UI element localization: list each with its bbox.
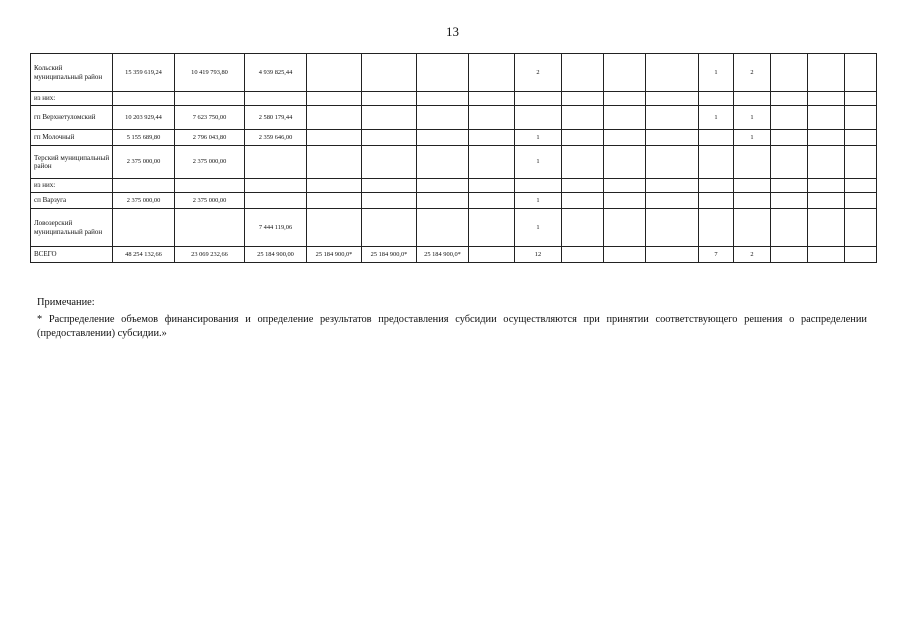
table-cell: 25 184 900,0* bbox=[417, 247, 469, 263]
table-cell: 1 bbox=[515, 130, 562, 146]
table-cell: 2 bbox=[734, 247, 771, 263]
row-name-cell: из них: bbox=[31, 179, 113, 193]
table-cell bbox=[562, 209, 604, 247]
table-cell: 1 bbox=[699, 106, 734, 130]
table-cell bbox=[245, 193, 307, 209]
table-cell bbox=[808, 193, 845, 209]
table-cell bbox=[808, 209, 845, 247]
row-name-cell: Ловозерский муниципальный район bbox=[31, 209, 113, 247]
table-cell bbox=[362, 179, 417, 193]
table-cell bbox=[771, 247, 808, 263]
table-cell bbox=[562, 146, 604, 179]
table-cell: 2 bbox=[734, 54, 771, 92]
table-cell bbox=[699, 146, 734, 179]
table-row bbox=[31, 209, 877, 247]
table-cell bbox=[515, 179, 562, 193]
table-cell bbox=[307, 54, 362, 92]
table-cell bbox=[469, 106, 515, 130]
table-cell bbox=[604, 209, 646, 247]
table-cell bbox=[307, 92, 362, 106]
table-cell bbox=[562, 247, 604, 263]
table-cell bbox=[417, 179, 469, 193]
table-cell bbox=[469, 193, 515, 209]
table-cell bbox=[604, 106, 646, 130]
table-cell: 12 bbox=[515, 247, 562, 263]
table-cell bbox=[245, 179, 307, 193]
table-row bbox=[31, 193, 877, 209]
table-cell: 10 419 793,80 bbox=[175, 54, 245, 92]
table-cell bbox=[362, 106, 417, 130]
table-cell bbox=[113, 179, 175, 193]
table-cell: 1 bbox=[734, 106, 771, 130]
table-cell bbox=[808, 130, 845, 146]
table-cell bbox=[771, 92, 808, 106]
table-cell: 25 184 900,0* bbox=[307, 247, 362, 263]
table-cell bbox=[604, 193, 646, 209]
table-cell bbox=[845, 106, 877, 130]
table-cell bbox=[113, 92, 175, 106]
table-cell: 10 203 929,44 bbox=[113, 106, 175, 130]
table-cell bbox=[307, 130, 362, 146]
table-cell bbox=[604, 130, 646, 146]
table-cell bbox=[307, 179, 362, 193]
table-cell bbox=[808, 54, 845, 92]
table-cell bbox=[845, 179, 877, 193]
table-cell bbox=[646, 54, 699, 92]
table-cell bbox=[417, 130, 469, 146]
row-name-cell: ВСЕГО bbox=[31, 247, 113, 263]
table-cell bbox=[771, 54, 808, 92]
table-cell bbox=[562, 54, 604, 92]
table-cell bbox=[469, 92, 515, 106]
table-cell: 2 375 000,00 bbox=[175, 193, 245, 209]
row-name-cell: сп Варзуга bbox=[31, 193, 113, 209]
table-cell: 7 bbox=[699, 247, 734, 263]
table-cell bbox=[307, 146, 362, 179]
table-cell bbox=[734, 179, 771, 193]
table-row bbox=[31, 92, 877, 106]
row-name-cell: Терский муниципальный район bbox=[31, 146, 113, 179]
table-cell bbox=[646, 146, 699, 179]
table-cell bbox=[845, 130, 877, 146]
table-cell bbox=[469, 247, 515, 263]
table-cell bbox=[417, 193, 469, 209]
table-cell: 2 359 646,00 bbox=[245, 130, 307, 146]
table-cell bbox=[175, 209, 245, 247]
table-cell: 7 623 750,00 bbox=[175, 106, 245, 130]
table-cell bbox=[362, 54, 417, 92]
table-cell bbox=[771, 106, 808, 130]
table-body bbox=[31, 54, 877, 263]
note-text: * Распределение объемов финансирования и определение результатов предоставления субсидии осуществляются при принятии соответствующего решения о распределении (предоставлении) субсидии.» bbox=[37, 314, 867, 339]
table-cell bbox=[362, 209, 417, 247]
table-cell bbox=[646, 130, 699, 146]
table-cell bbox=[646, 106, 699, 130]
table-cell: 2 bbox=[515, 54, 562, 92]
table-cell bbox=[845, 54, 877, 92]
row-name-cell: гп Молочный bbox=[31, 130, 113, 146]
subsidy-table bbox=[30, 53, 877, 263]
table-cell: 7 444 119,06 bbox=[245, 209, 307, 247]
table-cell bbox=[646, 193, 699, 209]
table-cell bbox=[417, 92, 469, 106]
table-cell bbox=[699, 179, 734, 193]
table-cell bbox=[113, 209, 175, 247]
table-row bbox=[31, 54, 877, 92]
table-cell bbox=[845, 92, 877, 106]
table-cell: 2 375 000,00 bbox=[175, 146, 245, 179]
table-cell bbox=[417, 146, 469, 179]
table-cell bbox=[604, 179, 646, 193]
table-cell bbox=[845, 247, 877, 263]
table-cell bbox=[562, 92, 604, 106]
table-cell bbox=[417, 54, 469, 92]
table-cell bbox=[362, 193, 417, 209]
table-cell bbox=[307, 106, 362, 130]
table-cell bbox=[699, 209, 734, 247]
table-cell: 2 375 000,00 bbox=[113, 146, 175, 179]
row-name-cell: гп Верхнетуломский bbox=[31, 106, 113, 130]
table-cell: 1 bbox=[515, 146, 562, 179]
table-row bbox=[31, 146, 877, 179]
table-cell bbox=[362, 92, 417, 106]
table-cell bbox=[734, 209, 771, 247]
table-cell bbox=[562, 106, 604, 130]
table-cell bbox=[699, 193, 734, 209]
table-cell bbox=[699, 92, 734, 106]
table-cell bbox=[175, 92, 245, 106]
table-cell bbox=[604, 247, 646, 263]
table-cell bbox=[562, 130, 604, 146]
table-row bbox=[31, 106, 877, 130]
table-cell bbox=[845, 193, 877, 209]
table-cell bbox=[771, 130, 808, 146]
table-cell bbox=[245, 146, 307, 179]
table-cell bbox=[362, 146, 417, 179]
table-cell bbox=[734, 146, 771, 179]
table-cell: 2 796 043,80 bbox=[175, 130, 245, 146]
table-cell: 2 375 000,00 bbox=[113, 193, 175, 209]
row-name-cell: Кольский муниципальный район bbox=[31, 54, 113, 92]
table-cell bbox=[808, 146, 845, 179]
table-cell bbox=[307, 209, 362, 247]
table-cell bbox=[469, 146, 515, 179]
table-cell bbox=[771, 146, 808, 179]
page-number: 13 bbox=[446, 24, 459, 39]
table-cell bbox=[469, 209, 515, 247]
table-cell: 2 580 179,44 bbox=[245, 106, 307, 130]
table-cell: 4 939 825,44 bbox=[245, 54, 307, 92]
note-title: Примечание: bbox=[37, 297, 95, 308]
table-cell: 1 bbox=[699, 54, 734, 92]
table-row bbox=[31, 130, 877, 146]
table-cell bbox=[469, 54, 515, 92]
table-cell bbox=[771, 209, 808, 247]
table-row bbox=[31, 179, 877, 193]
table-cell bbox=[808, 92, 845, 106]
table-cell bbox=[604, 146, 646, 179]
table-cell bbox=[845, 209, 877, 247]
table-cell bbox=[175, 179, 245, 193]
table-cell bbox=[515, 106, 562, 130]
table-cell bbox=[734, 193, 771, 209]
table-cell bbox=[307, 193, 362, 209]
table-cell bbox=[469, 130, 515, 146]
table-cell: 1 bbox=[515, 209, 562, 247]
table-cell: 23 069 232,66 bbox=[175, 247, 245, 263]
table-cell bbox=[245, 92, 307, 106]
table-cell bbox=[771, 179, 808, 193]
table-cell bbox=[362, 130, 417, 146]
table-cell bbox=[604, 92, 646, 106]
table-cell bbox=[562, 193, 604, 209]
table-cell bbox=[808, 179, 845, 193]
row-name-cell: из них: bbox=[31, 92, 113, 106]
table-row bbox=[31, 247, 877, 263]
table-cell: 25 184 900,00 bbox=[245, 247, 307, 263]
table-cell bbox=[808, 247, 845, 263]
table-cell: 48 254 132,66 bbox=[113, 247, 175, 263]
table-cell: 15 359 619,24 bbox=[113, 54, 175, 92]
table-cell: 1 bbox=[515, 193, 562, 209]
table-cell bbox=[646, 247, 699, 263]
table-cell bbox=[808, 106, 845, 130]
table-cell bbox=[646, 92, 699, 106]
table-cell bbox=[604, 54, 646, 92]
table-cell: 1 bbox=[734, 130, 771, 146]
table-cell bbox=[646, 179, 699, 193]
table-cell: 5 155 689,80 bbox=[113, 130, 175, 146]
table-cell bbox=[417, 209, 469, 247]
table-cell bbox=[646, 209, 699, 247]
table-cell bbox=[469, 179, 515, 193]
table-cell bbox=[771, 193, 808, 209]
table-cell: 25 184 900,0* bbox=[362, 247, 417, 263]
table-cell bbox=[515, 92, 562, 106]
table-cell bbox=[734, 92, 771, 106]
table-cell bbox=[845, 146, 877, 179]
table-cell bbox=[699, 130, 734, 146]
table-cell bbox=[417, 106, 469, 130]
table-cell bbox=[562, 179, 604, 193]
